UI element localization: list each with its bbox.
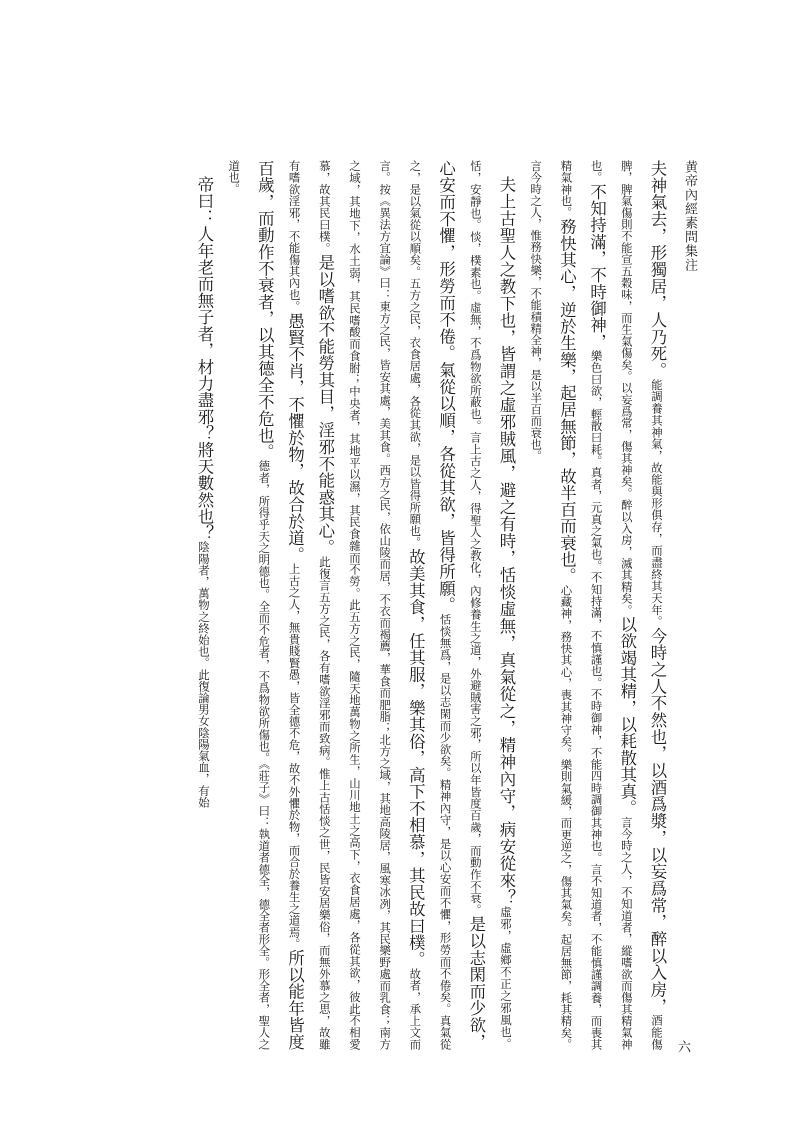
commentary-text: 樂色曰欲，輕散曰耗。真者，元真之氣也。不知持滿，不慎謹也。不時御神，不能四時調御其神也。言不知道者，不能慎謹調養，而喪其精氣神也。 [559, 160, 604, 1050]
main-text: 愚賢不肖，不懼於物，故合於道。 [285, 312, 305, 564]
main-text: 是以志閑而少欲，心安而不懼，形勞而不倦。氣從以順，各從其欲，皆得所願。 [436, 160, 486, 1050]
main-text: 務快其心，逆於生樂，起居無節，故半百而衰也。 [557, 218, 577, 585]
main-text: 夫上古聖人之教下也，皆謂之虛邪賊風，避之有時，恬惔虛無，真氣從之，精神內守，病安從來？ [496, 176, 516, 907]
commentary-text: 此復言五方之民，各有嗜欲淫邪而致病。惟上古恬惔之世，民皆安居樂俗，而無外慕之思，故雖有嗜欲淫邪，不能傷其內也。 [287, 160, 332, 1050]
paragraph [521, 160, 672, 1050]
body-text [152, 160, 672, 1050]
paragraph [219, 160, 521, 1050]
commentary-text: 心藏神，務快其心，喪其神守矣。樂則氣緩，而更逆之，傷其氣矣。起居無節，耗其精矣。言今時之人，惟務快樂，不能積精全神，是以半百而衰也。 [529, 160, 574, 1050]
running-title: 黄帝內經素問集注 [682, 160, 697, 272]
commentary-text: 陰陽者，萬物之終始也。此復論男女陰陽氣血，有始 [196, 541, 211, 809]
main-text: 故美其食，任其服，樂其俗，高下不相慕，其民故曰樸。 [406, 548, 426, 968]
main-text: 帝曰：人年老而無子者，材力盡邪？將天數然也？ [194, 176, 214, 542]
main-text: 今時之人不然也，以酒爲漿，以妄爲常，醉以入房， [648, 627, 667, 1015]
commentary-text: 故者，承上文而言。按《異法方宜論》曰：東方之民，皆安其處，美其食。西方之民，依山陵而居，不衣而褐薦，華食而肥脂；北方之域，其地高陵居，風寒冰冽，其民樂野處而乳食；南方之域，其地下，水土弱，其民嗜酸而食胕；中央者，其地平以濕，其民食雜而不勞。此五方之民，隨天地萬物之所生，山川地土之高下，衣食居處，各從其欲，彼此不相愛慕，故其民曰樸。 [317, 160, 423, 1050]
paragraph [189, 160, 219, 1050]
page-number: 六 [675, 1040, 690, 1053]
main-text: 以欲竭其精，以耗散其真。 [617, 615, 637, 817]
commentary-text: 虛邪，虛鄉不正之邪風也。恬，安靜也。惔，樸素也。虛無，不爲物欲所蔽也。言上古之人，得聖人之教化，內修養生之道，外避賊害之邪，所以年皆度百歲，而動作不衰。 [468, 160, 513, 1050]
main-text: 不知持滿，不時御神， [587, 183, 607, 351]
main-text: 夫神氣去，形獨居，人乃死。 [648, 160, 667, 379]
commentary-text: 上古之人，無貴賤賢愚，皆全德不危，故不外懼於物，而合於養生之道焉。 [287, 563, 302, 950]
commentary-text: 恬惔無爲，是以志閑而少欲矣。精神內守，是以心安而不懼，形勞而不倦矣。真氣從之，是以氣從以順矣。五方之民，衣食居處，各從其欲，是以皆得所願也。 [408, 160, 453, 1050]
commentary-text: 酒能傷脾，脾氣傷則不能宣五穀味，而生氣傷矣。以妄爲常，傷其神矣。醉以入房，滅其精矣。 [619, 160, 664, 1050]
commentary-text: 德者，所得乎天之明德也。全而不危者，不爲物欲所傷也。《莊子》曰：執道者德全，德全者形全。形全者，聖人之道也。 [227, 160, 272, 1050]
main-text: 是以嗜欲不能勞其目，淫邪不能惑其心。 [315, 254, 335, 556]
commentary-text: 能調養其神氣，故能與形俱存，而盡終其天年。 [650, 378, 664, 628]
commentary-text: 言今時之人，不知道者，縱嗜欲而傷其精氣神也。 [589, 160, 634, 1050]
main-text: 所以能年皆度百歲，而動作不衰者，以其德全不危也。 [255, 160, 305, 1050]
